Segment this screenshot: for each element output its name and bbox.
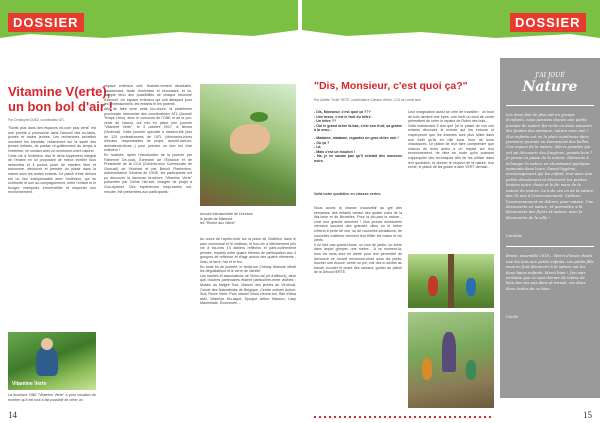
left-column-3-bullets	[200, 212, 296, 234]
sidebar-signature-2: Cécile	[506, 314, 518, 320]
dialogue-line: - Mais c'est un mouton !	[314, 149, 355, 154]
sidebar-heading	[500, 72, 600, 95]
nature-hand-photo	[200, 84, 296, 206]
dialogue-line: - Oui le grand arbre là-bas, c'est son fruit; sa graine à la veux...	[314, 123, 402, 133]
left-byline: Par Christophe DUEZ, coordinateur ATL	[8, 118, 65, 122]
nature-walk-photo	[408, 312, 494, 408]
bullet-item: les "Réciré aux l'aime"	[200, 221, 236, 226]
left-title-line2: un bon bol d'air !	[8, 99, 113, 114]
dialogue-line: - Madame, madame, regardez un gros chien noir !	[314, 135, 399, 140]
sidebar-heading-small: J'AI JOUÉ	[535, 72, 565, 79]
photo-child	[466, 360, 476, 380]
children-forest-photo	[408, 254, 494, 308]
testimonial-sidebar	[500, 58, 600, 398]
left-column-2: espace extérieur vert, financiè-rement abordable, passionnant, facile d'entretien et sécurisant, et ce, compte tenu des possibilités de chaque structure d'accueil. Un espace extérieur qui soit attrayant pour les professionnels, les enfants et les parents. Afin de faire vivre cette bro-chure, la plateforme provinciale namuroise des coordinateurs ATL (Accueil Temps Libre), avec le concours de l'ONE et de la pro-vince de Namur, ont mis en place une journée "Vitamine Verte", le 3 octobre 2017, à Nimes (Viroinval). Cette journée spéciale a rassem-blé plus de 120 professionnels de l'ATL (directeurs-trices d'écoles, responsables de projet, accueil-lant-es, animateurs-trices...) pour prendre un bon bol d'air extérieur ! En matinée, après l'introduction de la journée par Fabienne De-cock, Échevine de l'Enfance et de Présidente de la CCA (Commis-sion Communale de l'Accueil) de Viroinval et par Benoît Flamentine, Administrateur Général de l'ONE, les participants ont pu découvrir la fameuse brochure "Vitamine Verte" présentée par Céline Her-bet, chargée de projet à Goo-dplanet. Des expériences inspi-rantes ont, ensuite, été présentées aux participants :	[104, 84, 192, 194]
photo-leaf	[250, 112, 268, 122]
photo-child-figure	[36, 346, 58, 376]
sidebar-testimonial-2: Bravo, ensemble 2018... Merci d'avoir choisi une les bois aux petits enfants, ces petits fille vous en font découvrir à la nature sur les deux bains enfants. Merci bien ! J'en suis certaine que ce sont donner de même de bien bon les aux dans et travail, ces deux deux écoles de ce bien.	[506, 253, 594, 291]
dialogue-line: - Un hêtre ??	[314, 119, 337, 124]
photo-tree	[448, 254, 454, 308]
sidebar-testimonial-1: Les deux fois de plus ont un groupe d'enfants, nous pensons depuis une petite journée de nature fut riche en beau souvenir des fondes des animaux, nature avec moi ! Nos enfants ont vu la pluie nombreux dans première journée en évenement des belles. Une enjoue de la nature. Merci grandes qui ont pu découvrir des fougères, grands bois ? Je pense en passe de la nature. Moments à échanger la nature en choisissant quelques moments dans leurs. Sweet hygiène, encouragement qui les enfant, leur avec une petite dévotement et découvrir les petites bonnes autre chose et le fin mars de la nature du nature. Le 6 de ces en de la nature des 16 ans à l'environnement. Cultivez l'environnement en dehors, pour nature. Une découverte en nature, et permettre a la découverte des fleurs et nature, avec la découverte de la ville !	[506, 112, 594, 220]
bullet-item: Accueil extrascolaire de Dourbes	[200, 212, 253, 216]
left-page-number: 14	[8, 410, 17, 420]
photo-caption: La brochure ONE "Vitamine Verte" a pour vocation de montrer qu'il est tout à fait possible de créer un	[8, 393, 96, 402]
photo-adult	[442, 332, 456, 372]
photo-child	[428, 276, 438, 296]
dialogue-line: - Où ça ?	[314, 140, 330, 145]
dialogue-block	[314, 110, 402, 190]
left-column-3: Au cours de l'après-midi, sur la place de Châtillon, dans le parc communal et le château, le bou-cle a littéralement pris vie à tra-vers 14 ateliers réfléchis et parti-culièrement pensés, répartis entre quatre thèmes de participation aux 4 groupes de réflexion et d'agir autour des quatre éléments : l'eau, la terre, l'air et le feu. En toute fin de journée, le fanfa-ron Chimay Wamole offrait les dégustations et le verre de l'amitié. Les mairies et associations de Viroin-val (et d'ailleurs), ainsi que d'autres partenaires étaient particulière-ment visibles : Musée du Malgré Tout, Maison des jeunes de Viroinval, Cercle des Naturalistes de Belgique, Centre culturel Action-Sud, Reine Verte, Parc naturel Viroin-Herme-ton, Bim d'Aisa asbl, Vitamine Mu-sique, Epoque Arthur Masson, Lady Marmelade, Écomusée....	[200, 237, 296, 306]
dialogue-line: - Là.	[314, 145, 322, 150]
photo-hand	[230, 124, 270, 154]
dialogue-line: - Une fosse, c'est le fruit du hêtre.	[314, 114, 372, 119]
right-title: "Dis, Monsieur, c'est quoi ça?"	[314, 80, 468, 92]
right-section-label: DOSSIER	[510, 13, 586, 32]
right-column-1: Nous avons la chance d'accueillir au gré des semaines, des enfants venant des quatre coins de la Wa-lonie et de Bruxelles. Pour la plu-part la nature... c'est une grande aventure ! Nos jeunes aventuriers viennent souvent des grandes villes où le béton s'étend à perte de vue, où de nouvelles sensations, de nouvelles matières viennent leur titiller les mains et les pieds. Il ne faut pas grand-chose, un coin de jardin, un arbre dans lequel grimper, une rivière... À ce moment-là, tous les sens sont en alerte pour leur permettre de découvrir ce nouvel environne-ment sous les pieds, toucher une écorce, sentir un pin, voir des in-sectes au travail, écouter le chant des oiseaux, goûter au plaisir de la DécouVERTE.	[314, 206, 402, 275]
left-title-line1: Vitamine V(erte),	[8, 84, 111, 99]
photo-child-head	[41, 338, 53, 350]
sidebar-divider	[506, 246, 594, 247]
dialogue-line: - Ha, je ne savais pas qu'il existait des moutons noirs.	[314, 154, 402, 163]
bullet-item: le jardin de Malonne	[200, 216, 233, 221]
right-page-number: 15	[583, 410, 592, 420]
photo-child	[422, 358, 432, 380]
bottom-decorative-dots	[314, 416, 494, 418]
sidebar-signature-1: Caroline	[506, 233, 523, 238]
left-section-label: DOSSIER	[8, 13, 84, 32]
right-column-2: Leur imagination aussi se crée de travailler : un bout de bois devient une épée, une forêt un bout de corde permettent de créer le repaire de Robin des bois... Voilà maintenant 5 ans que j'ai le plaisir de voir ces enfants découvrir le monde qui les entoure et s'aperçevoir que les insectes sont plus utiles dans une forêt qu'ils en ville sous l'une de leurs chaussures. Le plaisir de leur faire comprendre que chacun de leurs actes a un impact sur leur environnement, de faire en sorte qu'ils puissent s'approprier des techniques afin de les utiliser dans leur quotidien, et donner le respect de la nature, leur envie, le plaisir de les guider à aller VERT demain...	[408, 110, 494, 170]
left-column-1: "Sortis plus dans des espaces en-core plus verts" est une priorité à poursuivre dans l'accueil des en-fants, jeunes et moins jeunes. Les recherches actuelles montrent les bienfaits, notamment sur la santé des jeunes enfants, de passer ré-gulièrement du temps à l'extérieur, en contact avec un environne-ment naturel. Cette vie à l'extérieur vise le déve-loppement intégral de l'enfant en lui proposant de mieux éveiller tous sensoriels et il pourra jouer de manière libre et autonome, découvrir et prendre du plaisir dans la nature avec les autres enfants. Ce plaisir d'être dehors est un lien indispensable avec l'extérieur, qui se confronte et son ac-compagnement, entre l'enfant et le bouger, manipuler, s'émerveiller et respecter son environnement.	[8, 126, 96, 195]
sidebar-divider	[506, 105, 594, 106]
right-byline: Par Juliette "Soltz" RETE, coordinatrice Classes Vertes, CCA de Lorsel sule	[314, 98, 421, 102]
dialogue-conclusion: Voilà notre quotidien en classes vertes.	[314, 192, 382, 196]
vitamine-verte-brochure-photo	[8, 332, 96, 390]
photo-brochure-label: Vitamine Verte	[12, 381, 47, 387]
dialogue-line: - Dis, Monsieur, c'est quoi ça ???	[314, 110, 371, 114]
photo-child	[466, 278, 476, 296]
sidebar-heading-large: Nature	[522, 79, 578, 95]
